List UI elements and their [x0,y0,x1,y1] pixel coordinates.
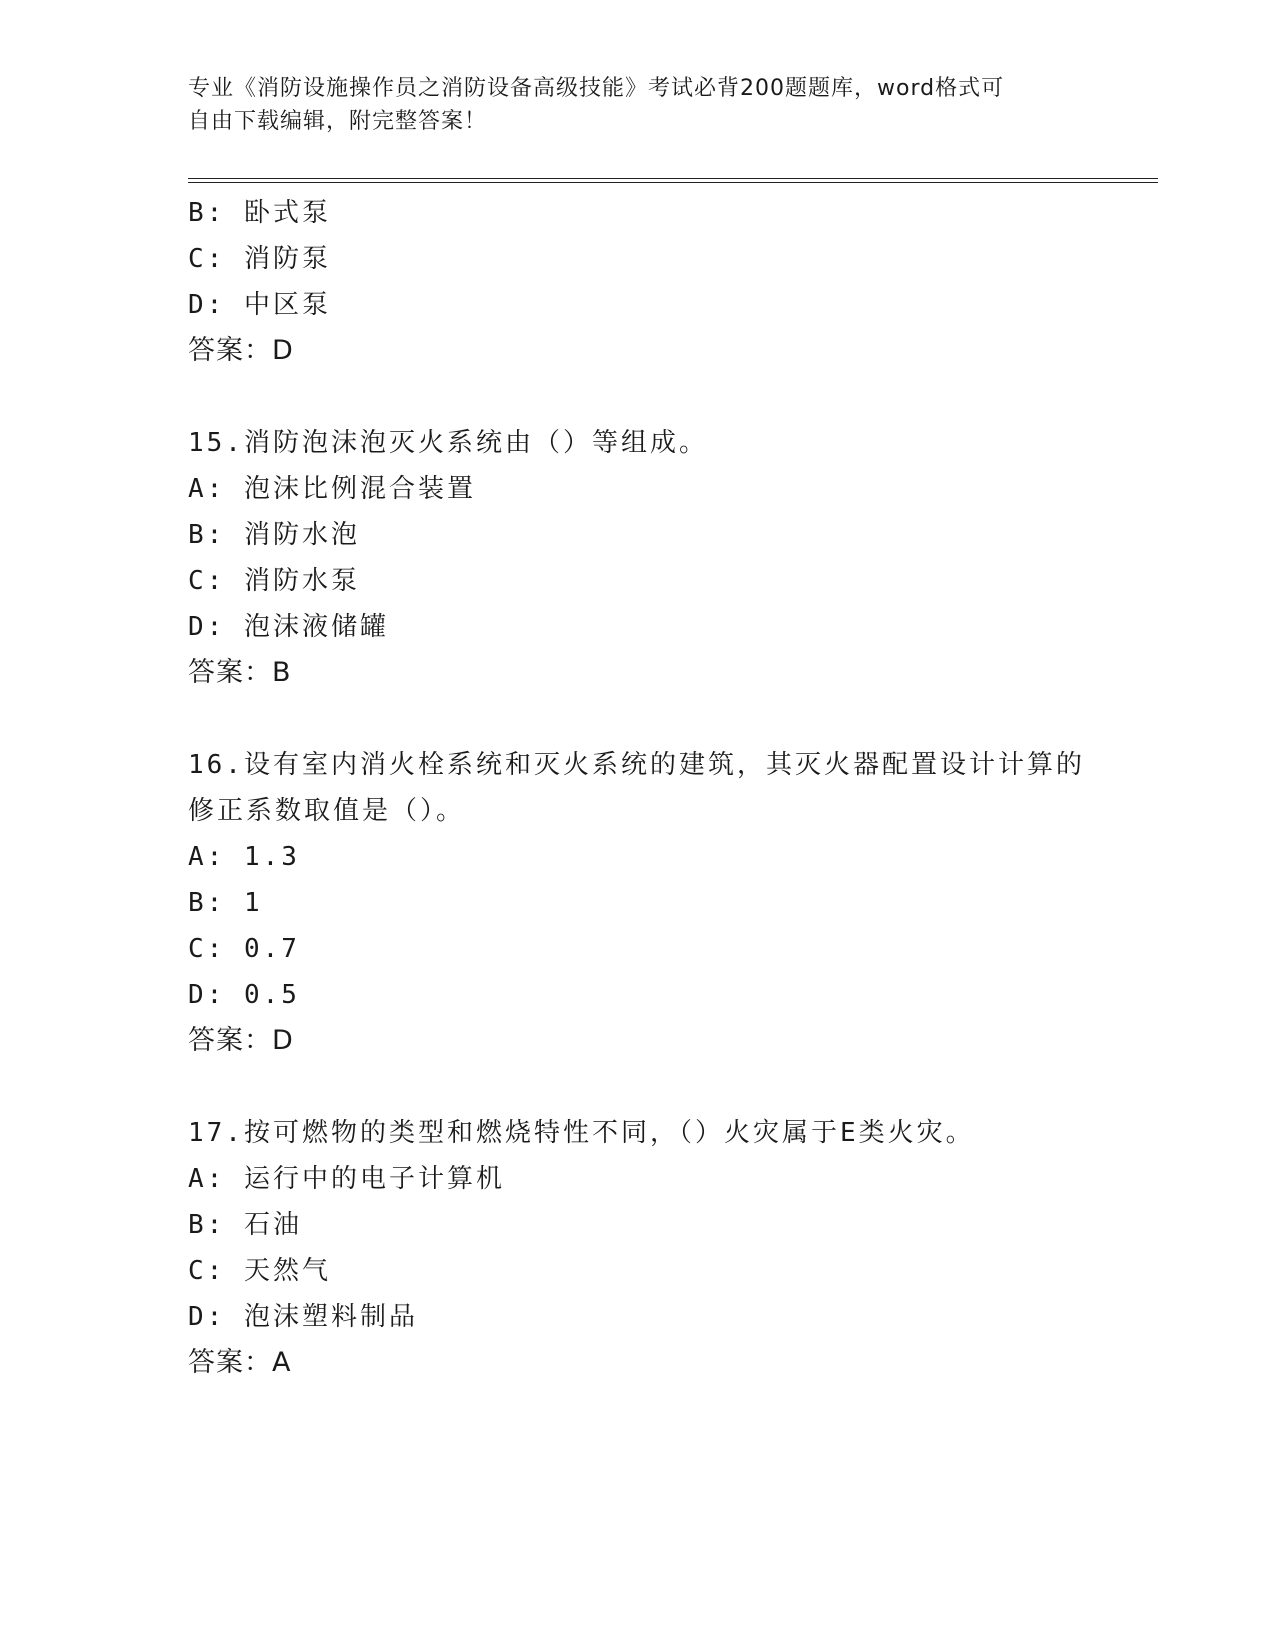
header-divider [188,178,1158,183]
question-stem-line-1: 16.设有室内消火栓系统和灭火系统的建筑，其灭火器配置设计计算的 [188,750,1085,780]
option-b: B: 卧式泵 [188,198,331,228]
option-b: B: 消防水泡 [188,520,360,550]
spacer [188,696,1088,742]
option-a: A: 1.3 [188,842,300,872]
question-list [188,190,1088,1386]
option-c: C: 消防泵 [188,244,331,274]
option-b: B: 石油 [188,1210,302,1240]
answer-line: 答案：D [188,335,294,366]
question-15 [188,420,1088,696]
question-16 [188,742,1088,1064]
question-stem: 17.按可燃物的类型和燃烧特性不同，（）火灾属于E类火灾。 [188,1118,975,1148]
question-stem: 15.消防泡沫泡灭火系统由（）等组成。 [188,428,708,458]
option-d: D: 中区泵 [188,290,331,320]
option-b: B: 1 [188,888,263,918]
option-a: A: 泡沫比例混合装置 [188,474,476,504]
option-d: D: 泡沫液储罐 [188,612,389,642]
question-stem-line-2: 修正系数取值是（）。 [188,796,466,826]
option-d: D: 泡沫塑料制品 [188,1302,418,1332]
spacer [188,374,1088,420]
option-d: D: 0.5 [188,980,300,1010]
header-line-2: 自由下载编辑，附完整答案！ [188,109,488,134]
document-header [188,72,1088,138]
option-a: A: 运行中的电子计算机 [188,1164,505,1194]
answer-line: 答案：D [188,1025,294,1056]
option-c: C: 0.7 [188,934,300,964]
question-14-tail [188,190,1088,374]
option-c: C: 天然气 [188,1256,331,1286]
question-17 [188,1110,1088,1386]
answer-line: 答案：A [188,1347,292,1378]
spacer [188,1064,1088,1110]
header-line-1: 专业《消防设施操作员之消防设备高级技能》考试必背200题题库，word格式可 [188,76,1005,101]
answer-line: 答案：B [188,657,292,688]
option-c: C: 消防水泵 [188,566,360,596]
